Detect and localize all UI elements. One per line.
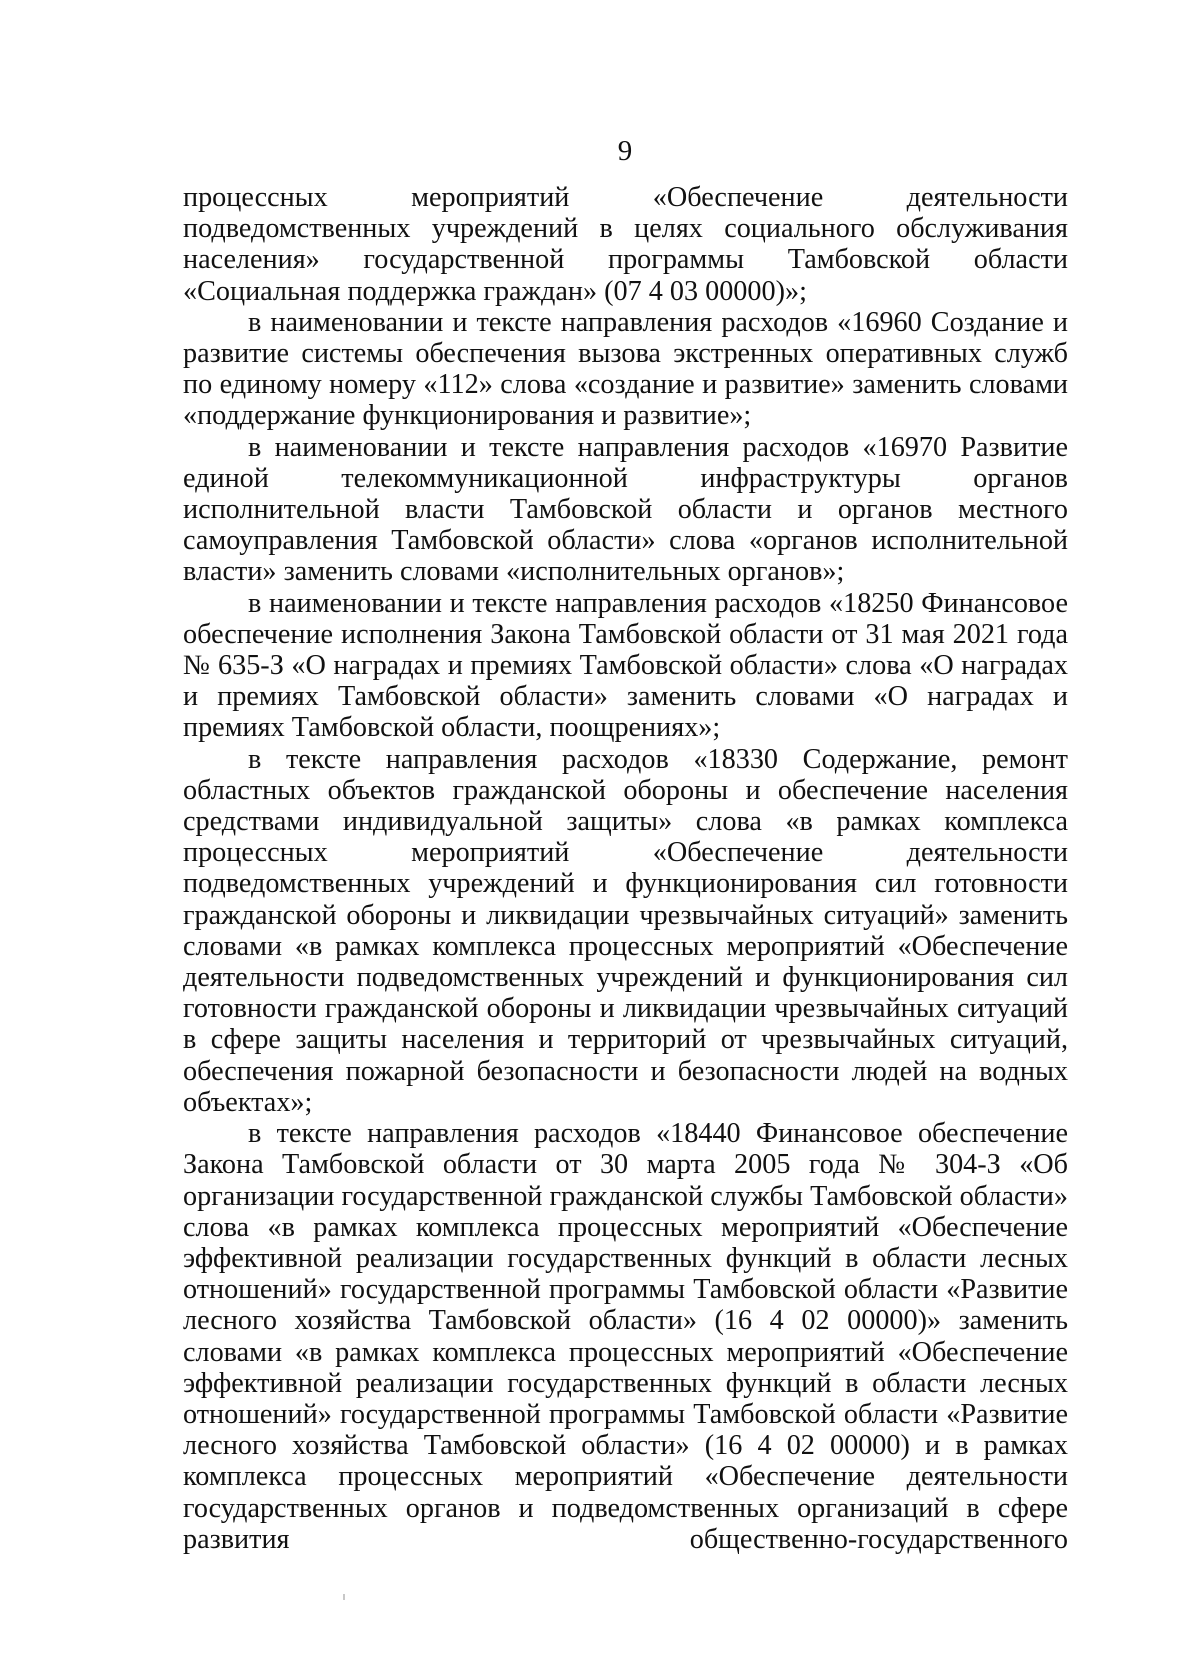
paragraph-continuation: процессных мероприятий «Обеспечение деятельности подведомственных учреждений в целях социального обслуживания населения» государственной программы Тамбовской области «Социальная поддержка граждан» (07 4 03 00000)»;: [183, 182, 1068, 307]
paragraph-18440: в тексте направления расходов «18440 Финансовое обеспечение Закона Тамбовской области от 30 марта 2005 года № 304-З «Об организации государственной гражданской службы Тамбовской области» слова «в рамках комплекса процессных мероприятий «Обеспечение эффективной реализации государственных функций в области лесных отношений» государственной программы Тамбовской области «Развитие лесного хозяйства Тамбовской области» (16 4 02 00000)» заменить словами «в рамках комплекса процессных мероприятий «Обеспечение эффективной реализации государственных функций в области лесных отношений» государственной программы Тамбовской области «Развитие лесного хозяйства Тамбовской области» (16 4 02 00000) и в рамках комплекса процессных мероприятий «Обеспечение деятельности государственных органов и подведомственных организаций в сфере развития общественно-государственного: [183, 1118, 1068, 1555]
paragraph-16960: в наименовании и тексте направления расходов «16960 Создание и развитие системы обеспечения вызова экстренных оперативных служб по единому номеру «112» слова «создание и развитие» заменить словами «поддержание функционирования и развитие»;: [183, 306, 1068, 432]
paragraph-18250: в наименовании и тексте направления расходов «18250 Финансовое обеспечение исполнения Закона Тамбовской области от 31 мая 2021 года № 635-З «О наградах и премиях Тамбовской области» слова «О наградах и премиях Тамбовской области» заменить словами «О наградах и премиях Тамбовской области, поощрениях»;: [183, 587, 1068, 744]
scan-speck: [343, 1594, 345, 1600]
page-number: 9: [617, 135, 633, 167]
paragraph-18330: в тексте направления расходов «18330 Содержание, ремонт областных объектов гражданской обороны и обеспечение населения средствами индивидуальной защиты» слова «в рамках комплекса процессных мероприятий «Обеспечение деятельности подведомственных учреждений и функционирования сил готовности гражданской обороны и ликвидации чрезвычайных ситуаций» заменить словами «в рамках комплекса процессных мероприятий «Обеспечение деятельности подведомственных учреждений и функционирования сил готовности гражданской обороны и ликвидации чрезвычайных ситуаций в сфере защиты населения и территорий от чрезвычайных ситуаций, обеспечения пожарной безопасности и безопасности людей на водных объектах»;: [183, 743, 1068, 1118]
document-body: [183, 182, 1068, 1555]
paragraph-16970: в наименовании и тексте направления расходов «16970 Развитие единой телекоммуникационной инфраструктуры органов исполнительной власти Тамбовской области и органов местного самоуправления Тамбовской области» слова «органов исполнительной власти» заменить словами «исполнительных органов»;: [183, 431, 1068, 588]
